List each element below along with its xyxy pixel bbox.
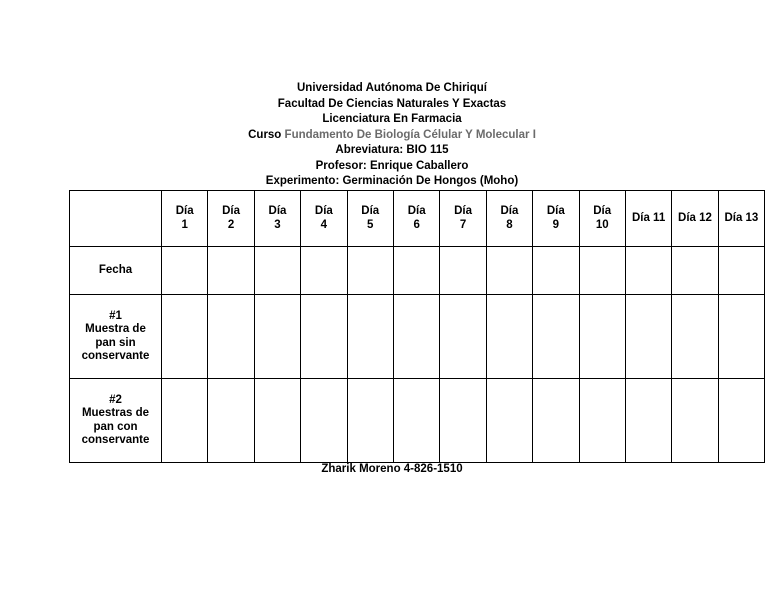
observation-cell: [162, 295, 208, 379]
observation-cell: [440, 379, 486, 463]
observation-cell: [625, 379, 671, 463]
row-label-line: Muestra de: [85, 323, 146, 335]
row-label-line: conservante: [81, 350, 150, 362]
day-header-cell: Día 2: [208, 191, 254, 247]
document-header: [0, 81, 768, 190]
day-header-cell: Día 10: [579, 191, 625, 247]
observation-cell: [301, 379, 347, 463]
observation-cell: [393, 379, 439, 463]
observation-cell: [393, 295, 439, 379]
observation-cell: [533, 379, 579, 463]
table-header-row: [70, 191, 765, 247]
day-header-cell: Día 8: [486, 191, 532, 247]
observation-cell: [718, 379, 764, 463]
day-header-cell: Día 11: [625, 191, 671, 247]
day-header-cell: Día 13: [718, 191, 764, 247]
observation-cell: [440, 295, 486, 379]
row-label-line: pan sin: [95, 336, 136, 349]
observation-table: [69, 190, 765, 463]
observation-cell: [672, 247, 718, 295]
faculty-name: Facultad De Ciencias Naturales Y Exactas: [277, 97, 507, 110]
header-corner-cell: [70, 191, 162, 247]
observation-cell: [486, 295, 532, 379]
day-header-cell: Día 1: [162, 191, 208, 247]
observation-cell: [208, 247, 254, 295]
observation-cell: [301, 247, 347, 295]
row-label-cell: [70, 295, 162, 379]
observation-cell: [533, 247, 579, 295]
observation-cell: [254, 247, 300, 295]
day-header-cell: Día 6: [393, 191, 439, 247]
observation-cell: [162, 379, 208, 463]
observation-cell: [579, 295, 625, 379]
observation-cell: [672, 295, 718, 379]
observation-cell: [625, 295, 671, 379]
observation-cell: [718, 295, 764, 379]
observation-cell: [672, 379, 718, 463]
fecha-row: [70, 247, 765, 295]
row-label-cell: [70, 247, 162, 295]
course-abbreviation: Abreviatura: BIO 115: [335, 144, 449, 156]
sample-1-row: [70, 295, 765, 379]
row-label-cell: [70, 379, 162, 463]
observation-cell: [208, 379, 254, 463]
day-header-cell: Día 9: [533, 191, 579, 247]
course-label: Curso: [248, 128, 282, 141]
row-label-line: Fecha: [98, 263, 133, 276]
course-name: Fundamento De Biología Célular Y Molecular I: [284, 128, 536, 141]
course-line: [0, 128, 768, 144]
professor-name: Profesor: Enrique Caballero: [315, 159, 469, 172]
observation-cell: [254, 295, 300, 379]
university-name: Universidad Autónoma De Chiriquí: [297, 82, 487, 94]
observation-cell: [347, 379, 393, 463]
row-label-line: #2: [109, 393, 122, 406]
observation-cell: [718, 247, 764, 295]
day-header-cell: Día 4: [301, 191, 347, 247]
day-header-cell: Día 7: [440, 191, 486, 247]
row-label-line: #1: [109, 309, 122, 322]
day-header-cell: Día 3: [254, 191, 300, 247]
observation-cell: [579, 247, 625, 295]
observation-cell: [579, 379, 625, 463]
sample-2-row: [70, 379, 765, 463]
experiment-title: Experimento: Germinación De Hongos (Moho): [265, 175, 519, 187]
day-header-cell: Día 12: [672, 191, 718, 247]
observation-cell: [533, 295, 579, 379]
observation-cell: [347, 295, 393, 379]
degree-name: Licenciatura En Farmacia: [322, 113, 462, 125]
row-label-line: conservante: [81, 434, 150, 446]
observation-cell: [347, 247, 393, 295]
observation-cell: [208, 295, 254, 379]
row-label-line: pan con: [93, 420, 138, 433]
author-footer: Zharik Moreno 4-826-1510: [321, 463, 463, 475]
observation-cell: [625, 247, 671, 295]
observation-cell: [486, 247, 532, 295]
observation-cell: [486, 379, 532, 463]
row-label-line: Muestras de: [81, 407, 150, 419]
observation-cell: [162, 247, 208, 295]
observation-cell: [440, 247, 486, 295]
observation-cell: [301, 295, 347, 379]
observation-cell: [393, 247, 439, 295]
observation-cell: [254, 379, 300, 463]
day-header-cell: Día 5: [347, 191, 393, 247]
